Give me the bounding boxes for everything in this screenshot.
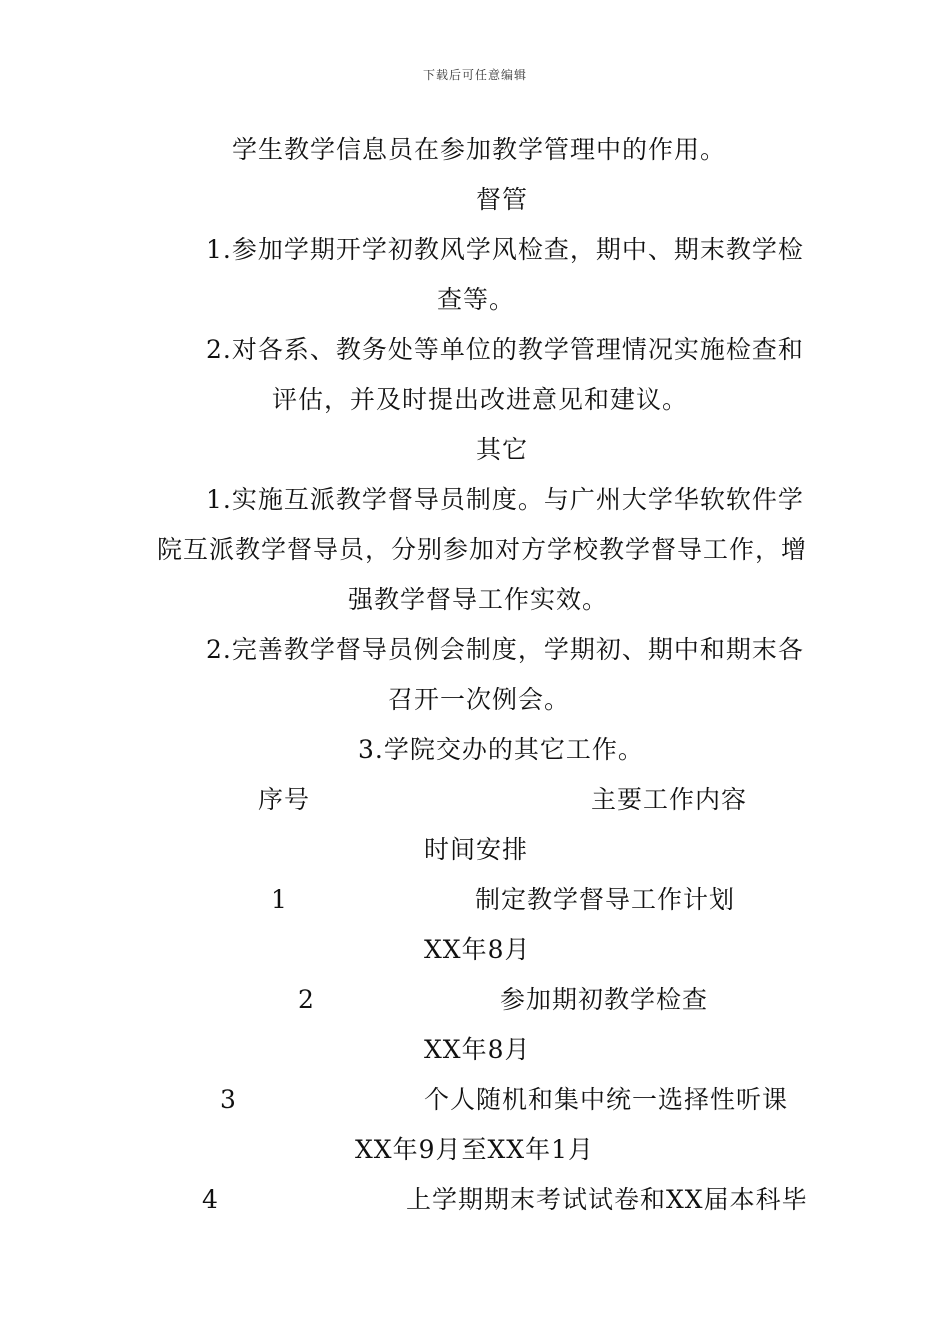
other-item-3: 3.学院交办的其它工作。 [358, 735, 644, 764]
other-item-1-line-1: 1.实施互派教学督导员制度。与广州大学华软软件学 [206, 485, 804, 514]
section-heading-other: 其它 [476, 435, 529, 464]
table-row-1-content: 制定教学督导工作计划 [475, 885, 736, 914]
table-row-2-seq: 2 [298, 985, 315, 1014]
supervision-item-2-line-2: 评估，并及时提出改进意见和建议。 [272, 385, 689, 414]
supervision-item-1-line-1: 1.参加学期开学初教风学风检查，期中、期末教学检 [206, 235, 804, 264]
section-heading-supervision: 督管 [476, 185, 529, 214]
table-row-4-content: 上学期期末考试试卷和XX届本科毕 [406, 1185, 808, 1214]
table-header-time: 时间安排 [424, 835, 529, 864]
table-row-2-content: 参加期初教学检查 [500, 985, 709, 1014]
supervision-item-1-line-2: 查等。 [437, 285, 516, 314]
table-row-3-seq: 3 [220, 1085, 237, 1114]
table-row-3-time: XX年9月至XX年1月 [355, 1135, 595, 1164]
table-row-1-time: XX年8月 [424, 935, 531, 964]
supervision-item-2-line-1: 2.对各系、教务处等单位的教学管理情况实施检查和 [206, 335, 804, 364]
page-header: 下载后可任意编辑 [422, 68, 527, 82]
table-row-4-seq: 4 [202, 1185, 219, 1214]
table-header-seq: 序号 [258, 785, 311, 814]
other-item-1-line-3: 强教学督导工作实效。 [348, 585, 609, 614]
table-row-1-seq: 1 [271, 885, 288, 914]
other-item-1-line-2: 院互派教学督导员，分别参加对方学校教学督导工作，增 [157, 535, 808, 564]
other-item-2-line-1: 2.完善教学督导员例会制度，学期初、期中和期末各 [206, 635, 804, 664]
intro-line: 学生教学信息员在参加教学管理中的作用。 [232, 135, 727, 164]
table-row-2-time: XX年8月 [424, 1035, 531, 1064]
table-header-content: 主要工作内容 [591, 785, 748, 814]
other-item-2-line-2: 召开一次例会。 [388, 685, 571, 714]
table-row-3-content: 个人随机和集中统一选择性听课 [424, 1085, 789, 1114]
